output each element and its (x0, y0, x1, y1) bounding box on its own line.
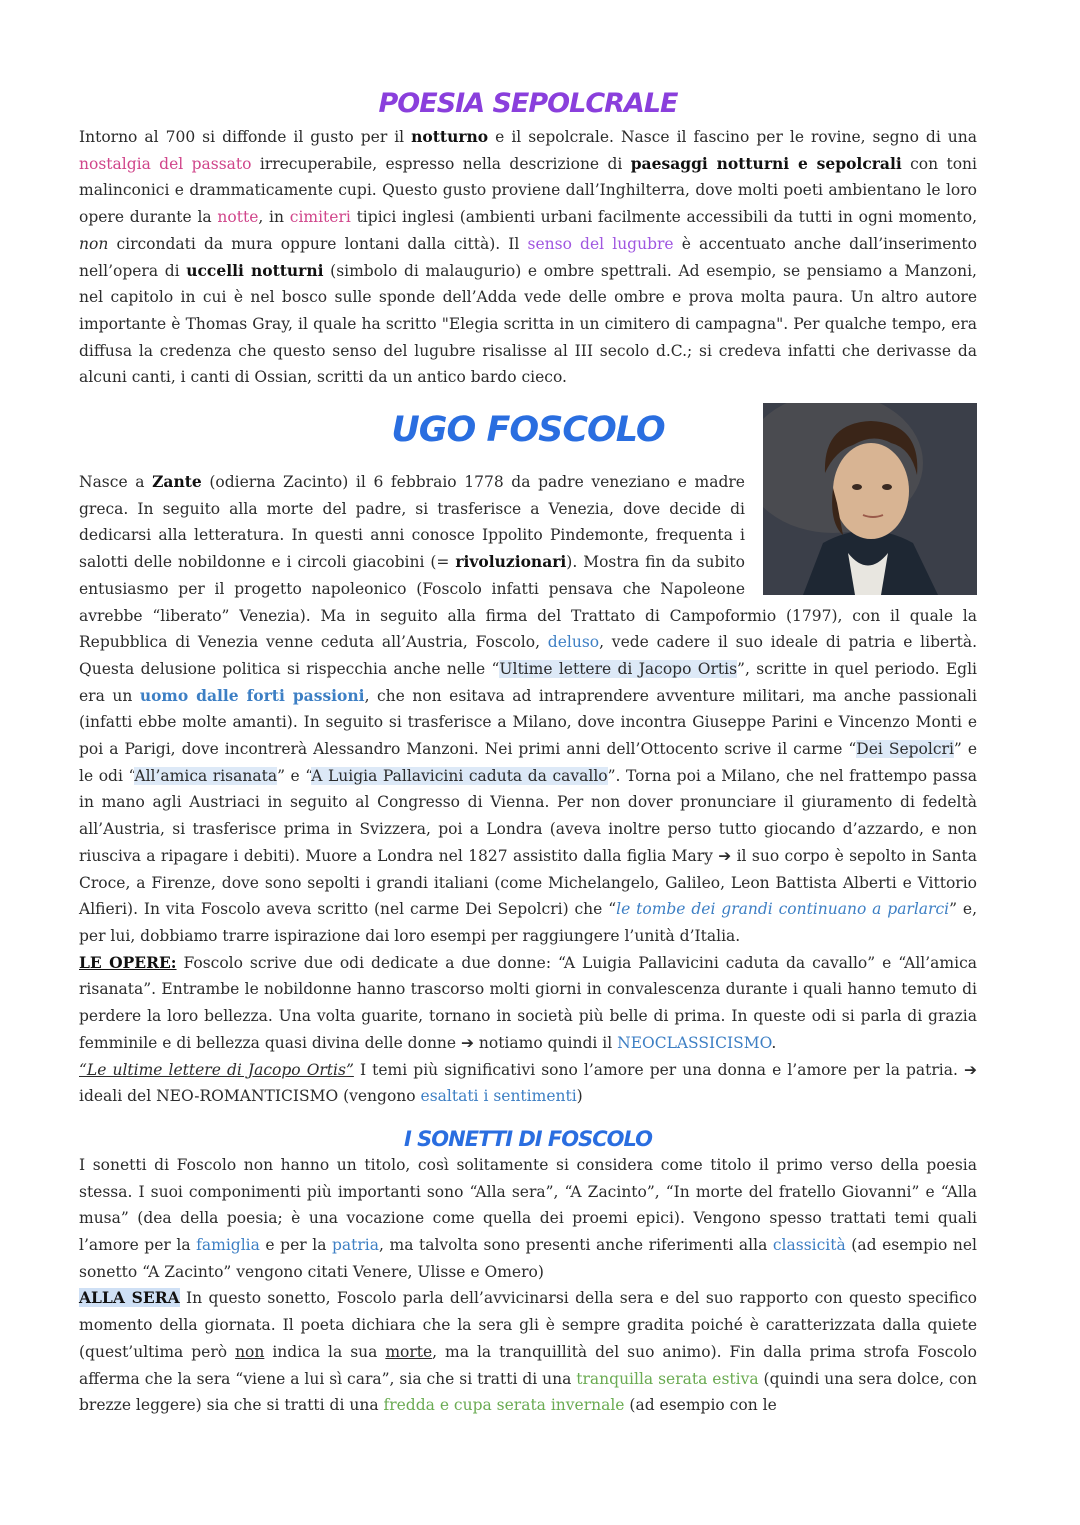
text: (quindi una sera dolce, con brezze leggere) sia che si tratti di una (79, 1369, 977, 1415)
text: circondati da mura oppure lontani dalla città). Il (108, 234, 528, 253)
text: , in (258, 208, 290, 227)
text: ”, scritte in quel periodo. Egli era un (79, 659, 977, 705)
bold-text: Zante (152, 472, 202, 492)
highlight-text: NEOCLASSICISMO (617, 1033, 772, 1052)
highlight-text: patria (332, 1236, 379, 1255)
highlight-text: uomo dalle forti passioni (139, 685, 365, 705)
text: ) (576, 1087, 583, 1106)
bold-text: rivoluzionari (455, 552, 567, 572)
highlight-text: cimiteri (289, 208, 351, 227)
italic-text: non (79, 234, 109, 253)
text: ” e, per lui, dobbiamo trarre ispirazione dai loro esempi per raggiungere l’unità d’Italia. (79, 900, 977, 945)
paragraph-le-opere (79, 950, 977, 1057)
section-title-sonetti: I SONETTI DI FOSCOLO (404, 1126, 652, 1151)
text: Nasce a (79, 473, 153, 492)
section-title-ugo-foscolo: UGO FOSCOLO (391, 410, 665, 451)
text: (ad esempio nel sonetto “A Zacinto” vengono citati Venere, Ulisse e Omero) (79, 1236, 977, 1281)
text: (ad esempio con le (624, 1396, 777, 1415)
text: e il sepolcrale. Nasce il fascino per le rovine, segno di una (488, 128, 977, 146)
work-title: “Le ultime lettere di Jacopo Ortis” (79, 1060, 354, 1079)
text: Intorno al 700 si diffonde il gusto per il (79, 128, 412, 146)
text: (odierna Zacinto) il 6 febbraio 1778 da padre veneziano e madre greca. In seguito alla morte del padre, si trasferisce a Venezia, dove decide di dedicarsi alla letteratura. In questi anni conosce Ippolito Pindemonte, frequenta i salotti delle nobildonne e i circoli giacobini (= (79, 473, 745, 572)
document-page (79, 84, 977, 1419)
bold-text: notturno (411, 127, 489, 146)
text: ). Mostra fin da subito entusiasmo per il progetto napoleonico (Foscolo infatti pensava che Napoleone avrebbe “liberato” Venezia). Ma in seguito alla firma del Trattato di Campoformio (1797), con il quale la Repubblica di Venezia venne ceduta all’Austria, Foscolo, (79, 553, 977, 652)
paragraph-poesia-sepolcrale (79, 124, 977, 391)
paragraph-sonetti (79, 1152, 977, 1286)
highlight-text: tranquilla serata estiva (576, 1369, 759, 1388)
highlight-text: senso del lugubre (527, 234, 674, 253)
bold-text: uccelli notturni (186, 260, 324, 280)
text: , vede cadere il suo ideale di patria e libertà. Questa delusione politica si rispecchia anche nelle “ (79, 633, 977, 678)
text: tipici inglesi (ambienti urbani facilmente accessibili da tutti in ogni momento, (350, 208, 977, 227)
text: Foscolo scrive due odi dedicate a due donne: “A Luigia Pallavicini caduta da cavallo” e “All’amica risanata”. Entrambe le nobildonne hanno trascorso molti giorni in convalescenza durante i quali hanno temuto di perdere la loro bellezza. Una volta guarite, tornano in società più belle di prima. In queste odi si parla di grazia femminile e di bellezza quasi divina delle donne ➔ notiamo quindi il (79, 953, 977, 1052)
highlight-text: Dei Sepolcri (856, 740, 954, 759)
highlight-text: All’amica risanata (134, 766, 278, 785)
italic-quote: le tombe dei grandi continuano a parlarci (616, 900, 950, 919)
text: irrecuperabile, espresso nella descrizione di (251, 154, 631, 173)
highlight-text: fredda e cupa serata invernale (383, 1396, 625, 1415)
section-label: ALLA SERA (79, 1288, 180, 1308)
text: I temi più significativi sono l’amore per una donna e l’amore per la patria. ➔ ideali del NEO-ROMANTICISMO (vengono (79, 1060, 977, 1106)
text: e per la (259, 1236, 332, 1255)
portrait-image (763, 403, 977, 595)
paragraph-jacopo-ortis (79, 1057, 977, 1110)
highlight-text: Ultime lettere di Jacopo Ortis (499, 659, 738, 678)
text: ”. Torna poi a Milano, che nel frattempo passa in mano agli Austriaci in seguito al Congresso di Vienna. Per non dover pronunciare il giuramento di fedeltà all’Austria, si trasferisce prima in Svizzera, poi a Londra (aveva inoltre perso tutto giocando d’azzardo, e non riusciva a ripagare i debiti). Muore a Londra nel 1827 assistito dalla figlia Mary ➔ il suo corpo è sepolto in Santa Croce, a Firenze, dove sono sepolti i grandi italiani (come Michelangelo, Galileo, Leon Battista Alberti e Vittorio Alfieri). In vita Foscolo aveva scritto (nel carme Dei Sepolcri) che “ (79, 766, 977, 919)
portrait-illustration (763, 403, 977, 595)
highlight-text: notte (217, 208, 259, 227)
text: . (771, 1033, 777, 1052)
highlight-text: classicità (772, 1236, 846, 1255)
highlight-text: deluso (547, 633, 600, 652)
bold-text: paesaggi notturni e sepolcrali (630, 153, 902, 173)
highlight-text: nostalgia del passato (79, 154, 252, 173)
text: è accentuato anche dall’inserimento nell’opera di (79, 234, 977, 280)
text: ” e le odi “ (79, 740, 977, 785)
underlined-text: morte (385, 1342, 433, 1361)
text: , ma la tranquillità del suo animo). Fin dalla prima strofa Foscolo afferma che la sera “viene a lui sì cara”, sia che si tratti di una (79, 1342, 977, 1388)
highlight-text: esaltati i sentimenti (420, 1087, 577, 1106)
text: I sonetti di Foscolo non hanno un titolo, così solitamente si considera come titolo il primo verso della poesia stessa. I suoi componimenti più importanti sono “Alla sera”, “A Zacinto”, “In morte del fratello Giovanni” e “Alla musa” (dea della poesia; è una vocazione come quella dei proemi epici). Vengono spesso trattati temi quali l’amore per la (79, 1155, 977, 1255)
section-label: LE OPERE: (79, 952, 177, 972)
text: In questo sonetto, Foscolo parla dell’avvicinarsi della sera e del suo rapporto con questo specifico momento della giornata. Il poeta dichiara che la sera gli è sempre gradita poiché è caratterizzata dalla quiete (quest’ultima però (79, 1289, 977, 1361)
text: indica la sua (264, 1342, 386, 1361)
highlight-text: famiglia (196, 1236, 260, 1255)
text: , ma talvolta sono presenti anche riferimenti alla (379, 1236, 773, 1255)
underlined-text: non (235, 1342, 265, 1361)
text: ” e “ (277, 766, 312, 785)
paragraph-alla-sera (79, 1285, 977, 1419)
text: con toni malinconici e drammaticamente cupi. Questo gusto proviene dall’Inghilterra, dove molti poeti ambientano le loro opere durante la (79, 154, 977, 227)
section-title-poesia-sepolcrale: POESIA SEPOLCRALE (378, 88, 678, 119)
text: (simbolo di malaugurio) e ombre spettrali. Ad esempio, se pensiamo a Manzoni, nel capitolo in cui è nel bosco sulle sponde dell’Adda vede delle ombre e prova molta paura. Un altro autore importante è Thomas Gray, il quale ha scritto "Elegia scritta in un cimitero di campagna". Per qualche tempo, era diffusa la credenza che questo senso del lugubre risalisse al III secolo d.C.; si credeva infatti che derivasse da alcuni canti, i canti di Ossian, scritti da un antico bardo cieco. (79, 261, 977, 387)
highlight-text: A Luigia Pallavicini caduta da cavallo (311, 766, 608, 785)
text: , che non esitava ad intraprendere avventure militari, ma anche passionali (infatti ebbe molte amanti). In seguito si trasferisce a Milano, dove incontra Giuseppe Parini e Vincenzo Monti e poi a Parigi, dove incontrerà Alessandro Manzoni. Nei primi anni dell’Ottocento scrive il carme “ (79, 686, 977, 759)
